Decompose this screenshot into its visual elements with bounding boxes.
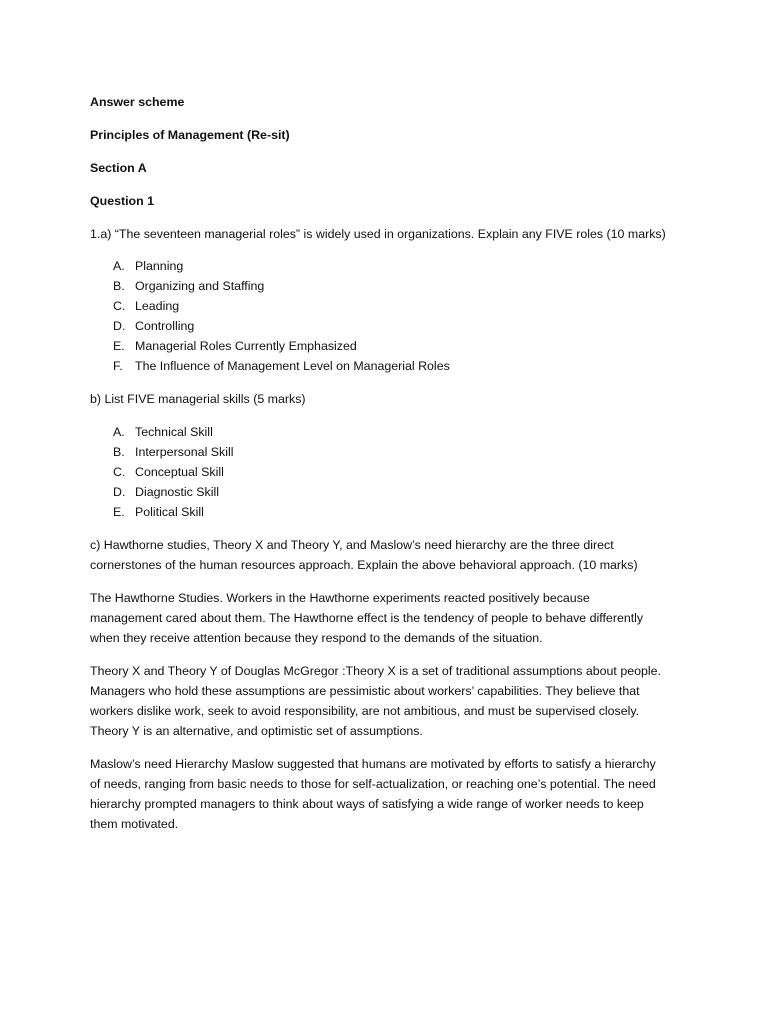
list-marker: D. — [113, 485, 126, 499]
paragraph-maslow — [90, 754, 690, 834]
doc-heading-question: Question 1 — [90, 194, 155, 208]
doc-heading-course: Principles of Management (Re-sit) — [90, 128, 290, 142]
paragraph-line: Maslow’s need Hierarchy Maslow suggested that humans are motivated by efforts to satisfy a hierarchy — [90, 757, 656, 771]
paragraph-line: them motivated. — [90, 817, 179, 831]
list-marker: E. — [113, 339, 125, 353]
list-item — [90, 276, 690, 296]
list-marker: B. — [113, 445, 125, 459]
paragraph-line: hierarchy prompted managers to think about ways of satisfying a wide range of worker needs to keep — [90, 797, 644, 811]
paragraph-line: of needs, ranging from basic needs to those for self-actualization, or reaching one’s potential. The need — [90, 777, 656, 791]
list-item-text: Organizing and Staffing — [135, 279, 265, 293]
q1b-prompt: b) List FIVE managerial skills (5 marks) — [90, 392, 306, 406]
q1a-list — [90, 256, 690, 376]
list-item-text: Managerial Roles Currently Emphasized — [135, 339, 357, 353]
list-marker: C. — [113, 465, 126, 479]
paragraph-hawthorne — [90, 588, 690, 648]
list-item — [90, 336, 690, 356]
list-item-text: Planning — [135, 259, 184, 273]
list-marker: D. — [113, 319, 126, 333]
paragraph-line: management cared about them. The Hawthorne effect is the tendency of people to behave differently — [90, 611, 644, 625]
list-item-text: Technical Skill — [135, 425, 213, 439]
q1c-prompt — [90, 535, 690, 575]
paragraph-line: The Hawthorne Studies. Workers in the Hawthorne experiments reacted positively because — [90, 591, 590, 605]
q1c-prompt-line: cornerstones of the human resources approach. Explain the above behavioral approach. (10 marks) — [90, 558, 638, 572]
list-item-text: Controlling — [135, 319, 195, 333]
paragraph-theory-xy — [90, 661, 690, 741]
list-marker: A. — [113, 259, 125, 273]
list-marker: F. — [113, 359, 123, 373]
list-marker: C. — [113, 299, 126, 313]
list-item — [90, 482, 690, 502]
list-marker: B. — [113, 279, 125, 293]
list-marker: A. — [113, 425, 125, 439]
list-item — [90, 296, 690, 316]
doc-heading-section: Section A — [90, 161, 147, 175]
paragraph-line: Theory Y is an alternative, and optimistic set of assumptions. — [90, 724, 423, 738]
list-item — [90, 422, 690, 442]
q1b-list — [90, 422, 690, 522]
list-item — [90, 462, 690, 482]
list-item-text: Political Skill — [135, 505, 204, 519]
list-item-text: Leading — [135, 299, 180, 313]
document-page — [90, 92, 690, 834]
list-item — [90, 442, 690, 462]
q1a-prompt: 1.a) “The seventeen managerial roles” is widely used in organizations. Explain any FIVE roles (10 marks) — [90, 227, 666, 241]
doc-heading-answer-scheme: Answer scheme — [90, 95, 185, 109]
list-item — [90, 502, 690, 522]
list-item-text: Diagnostic Skill — [135, 485, 220, 499]
paragraph-line: Theory X and Theory Y of Douglas McGregor :Theory X is a set of traditional assumptions about people. — [90, 664, 661, 678]
q1c-prompt-line: c) Hawthorne studies, Theory X and Theory Y, and Maslow’s need hierarchy are the three direct — [90, 538, 614, 552]
paragraph-line: when they receive attention because they respond to the demands of the situation. — [90, 631, 543, 645]
paragraph-line: Managers who hold these assumptions are pessimistic about workers’ capabilities. They believe that — [90, 684, 640, 698]
paragraph-line: workers dislike work, seek to avoid responsibility, are not ambitious, and must be supervised closely. — [90, 704, 640, 718]
list-item-text: The Influence of Management Level on Managerial Roles — [135, 359, 450, 373]
list-item — [90, 356, 690, 376]
list-marker: E. — [113, 505, 125, 519]
list-item-text: Conceptual Skill — [135, 465, 224, 479]
list-item — [90, 316, 690, 336]
list-item — [90, 256, 690, 276]
list-item-text: Interpersonal Skill — [135, 445, 234, 459]
